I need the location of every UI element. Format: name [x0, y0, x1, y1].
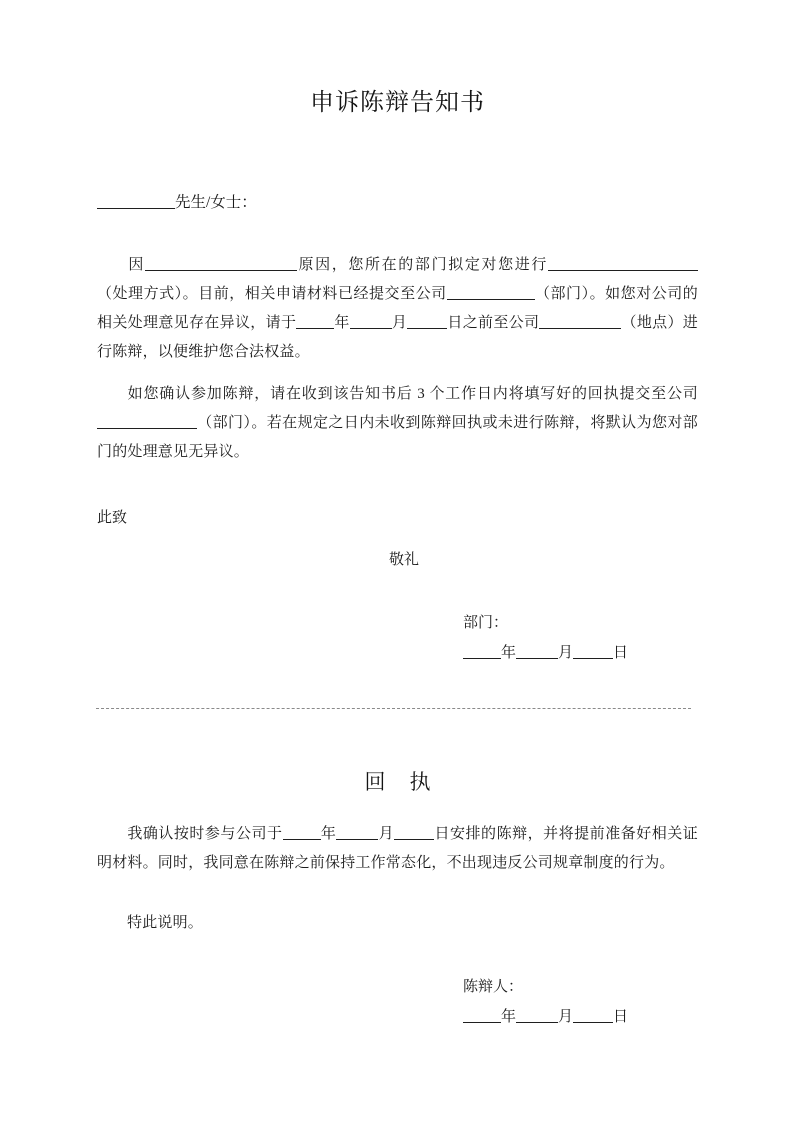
p1-year-label: 年 [334, 315, 350, 331]
receipt-paragraph-2 [97, 909, 698, 938]
p1-month-label: 月 [391, 315, 408, 331]
sender-department-label: 部门： [463, 615, 509, 631]
p1-day-label: 日之前至公司 [447, 315, 540, 331]
sender-day-label: 日 [613, 645, 629, 661]
department-blank-2[interactable] [97, 412, 197, 429]
receipt-paragraph-1 [97, 820, 698, 878]
salutation-line [97, 190, 698, 216]
receipt-day-blank[interactable] [394, 823, 434, 840]
body-paragraph-2 [97, 380, 698, 467]
department-blank-1[interactable] [447, 283, 535, 300]
receipt-p1-month-label: 月 [378, 826, 395, 842]
sender-signature-block [97, 608, 793, 668]
salutation-suffix: 先生/女士： [175, 194, 257, 211]
deadline-year-blank[interactable] [296, 312, 334, 329]
tear-off-divider [96, 708, 691, 709]
reason-blank[interactable] [145, 254, 297, 271]
p1-segment-2: 原因，您所在的部门拟定对您进行 [297, 257, 548, 273]
receipt-title-left: 回 [364, 770, 386, 794]
receipt-title-right: 执 [409, 770, 431, 794]
sender-date-line [463, 638, 793, 668]
p1-segment-5: （地点）进行陈辩，以便维护您合法权益。 [97, 315, 699, 360]
receipt-year-blank[interactable] [283, 823, 321, 840]
respondent-month-blank[interactable] [516, 1006, 558, 1023]
place-blank[interactable] [539, 312, 621, 329]
sender-day-blank[interactable] [573, 642, 613, 659]
sender-year-label: 年 [501, 645, 517, 661]
receipt-month-blank[interactable] [336, 823, 378, 840]
body-paragraph-1 [97, 251, 698, 367]
page-title: 申诉陈辩告知书 [310, 90, 485, 116]
receipt-signature-block [97, 972, 793, 1032]
receipt-date-line [463, 1002, 793, 1032]
action-blank[interactable] [548, 254, 698, 271]
salutation-name-blank[interactable] [97, 192, 175, 209]
respondent-year-label: 年 [501, 1009, 517, 1025]
sender-year-blank[interactable] [463, 642, 501, 659]
closing-from: 此致 [97, 510, 128, 526]
respondent-day-label: 日 [613, 1009, 629, 1025]
p1-segment-3: （处理方式）。目前，相关申请材料已经提交至公司 [97, 286, 447, 302]
respondent-year-blank[interactable] [463, 1006, 501, 1023]
p2-segment-1: 如您确认参加陈辩，请在收到该告知书后 3 个工作日内将填写好的回执提交至公司 [127, 386, 698, 402]
receipt-p1-year-label: 年 [320, 826, 337, 842]
receipt-p1-segment-1: 我确认按时参与公司于 [127, 826, 283, 842]
receipt-p2-text: 特此说明。 [127, 915, 204, 931]
p1-segment-1: 因 [127, 257, 146, 273]
deadline-month-blank[interactable] [350, 312, 392, 329]
sender-month-label: 月 [558, 645, 574, 661]
receipt-title [97, 767, 698, 797]
p1-segment-4: （部门）。如您对公司的相关处理意见存在异议，请于 [97, 286, 698, 331]
deadline-day-blank[interactable] [407, 312, 447, 329]
receipt-p1-day-label: 日安排的陈辩，并将提前准备好相关证明材料。同时，我同意在陈辩之前保持工作常态化，不出现违反公司规章制度的行为。 [97, 826, 698, 871]
respondent-day-blank[interactable] [573, 1006, 613, 1023]
respondent-month-label: 月 [558, 1009, 574, 1025]
sender-month-blank[interactable] [516, 642, 558, 659]
closing-regards: 敬礼 [389, 552, 420, 568]
respondent-label: 陈辩人： [463, 979, 524, 995]
p2-segment-2: （部门）。若在规定之日内未收到陈辩回执或未进行陈辩，将默认为您对部门的处理意见无异议。 [97, 415, 698, 460]
